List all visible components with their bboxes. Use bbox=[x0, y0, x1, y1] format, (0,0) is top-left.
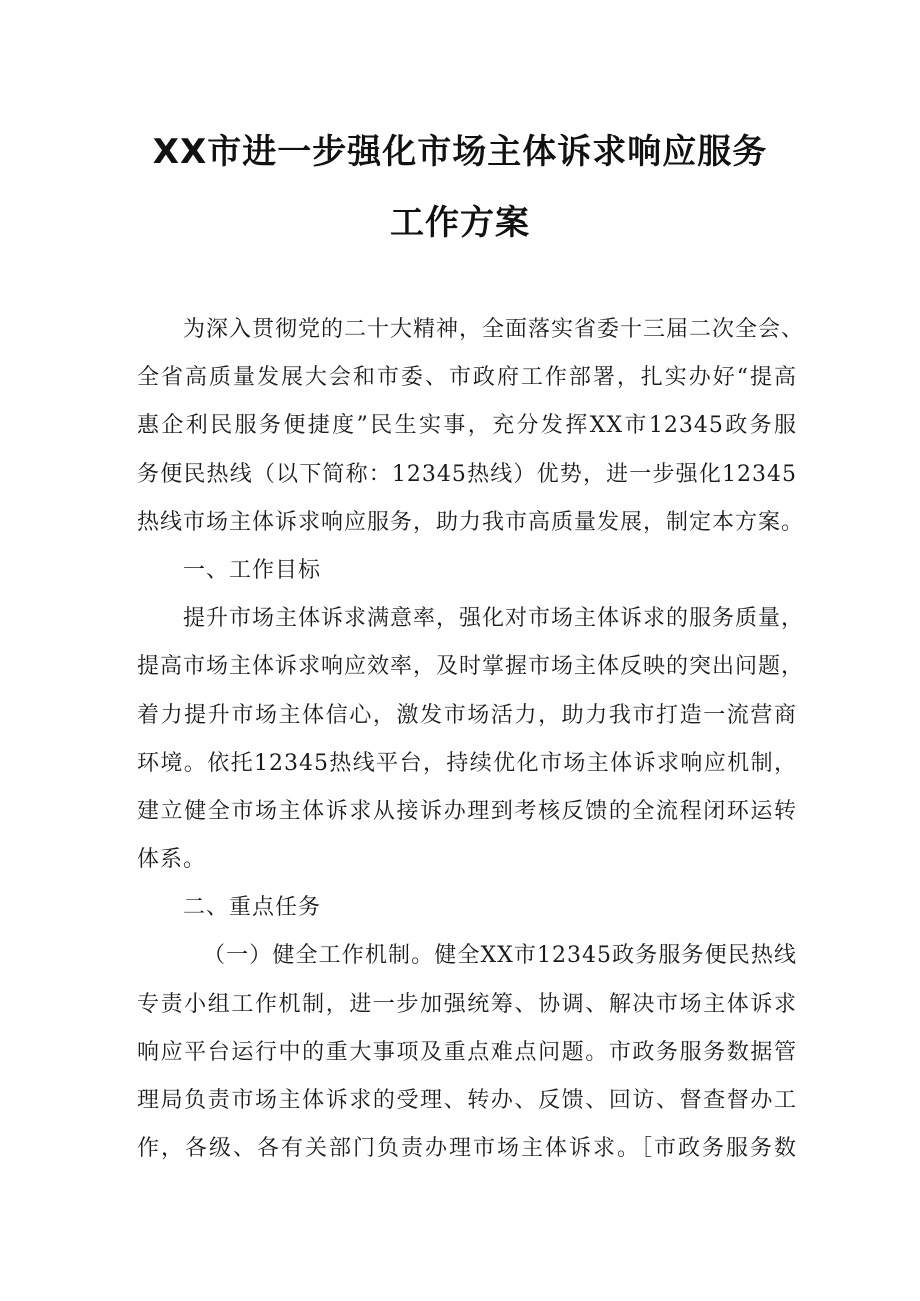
paragraph-line: 环境。依托12345热线平台，持续优化市场主体诉求响应机制， bbox=[137, 750, 797, 776]
document-body bbox=[137, 316, 805, 1183]
paragraph-line: 专责小组工作机制，进一步加强统筹、协调、解决市场主体诉求 bbox=[137, 991, 797, 1017]
paragraph-line: 惠企利民服务便捷度”民生实事，充分发挥XX市12345政务服 bbox=[137, 413, 797, 439]
paragraph-line: 为深入贯彻党的二十大精神，全面落实省委十三届二次全会、 bbox=[183, 317, 805, 342]
paragraph-line: 作，各级、各有关部门负责办理市场主体诉求。［市政务服务数 bbox=[137, 1136, 797, 1162]
paragraph-line: 全省高质量发展大会和市委、市政府工作部署，扎实办好“提高 bbox=[137, 365, 797, 391]
paragraph-line: 着力提升市场主体信心，激发市场活力，助力我市打造一流营商 bbox=[137, 702, 797, 728]
section-heading: 一、工作目标 bbox=[183, 557, 322, 583]
section-heading: 二、重点任务 bbox=[183, 895, 322, 921]
paragraph-line: 体系。 bbox=[137, 847, 207, 873]
document-title-line-1: XX市进一步强化市场主体诉求响应服务 bbox=[152, 132, 768, 172]
paragraph-line: 热线市场主体诉求响应服务，助力我市高质量发展，制定本方案。 bbox=[137, 509, 805, 535]
paragraph-line: 理局负责市场主体诉求的受理、转办、反馈、回访、督查督办工 bbox=[137, 1088, 797, 1113]
paragraph-line: 务便民热线（以下简称：12345热线）优势，进一步强化12345 bbox=[137, 461, 797, 487]
paragraph-line: 建立健全市场主体诉求从接诉办理到考核反馈的全流程闭环运转 bbox=[137, 798, 797, 824]
document-title-line-2: 工作方案 bbox=[390, 203, 530, 243]
paragraph-line: 提高市场主体诉求响应效率，及时掌握市场主体反映的突出问题， bbox=[137, 654, 805, 680]
paragraph-line: 响应平台运行中的重大事项及重点难点问题。市政务服务数据管 bbox=[137, 1039, 797, 1065]
paragraph-line: 提升市场主体诉求满意率，强化对市场主体诉求的服务质量， bbox=[183, 606, 805, 632]
paragraph-line: （一）健全工作机制。健全XX市12345政务服务便民热线 bbox=[203, 943, 797, 969]
